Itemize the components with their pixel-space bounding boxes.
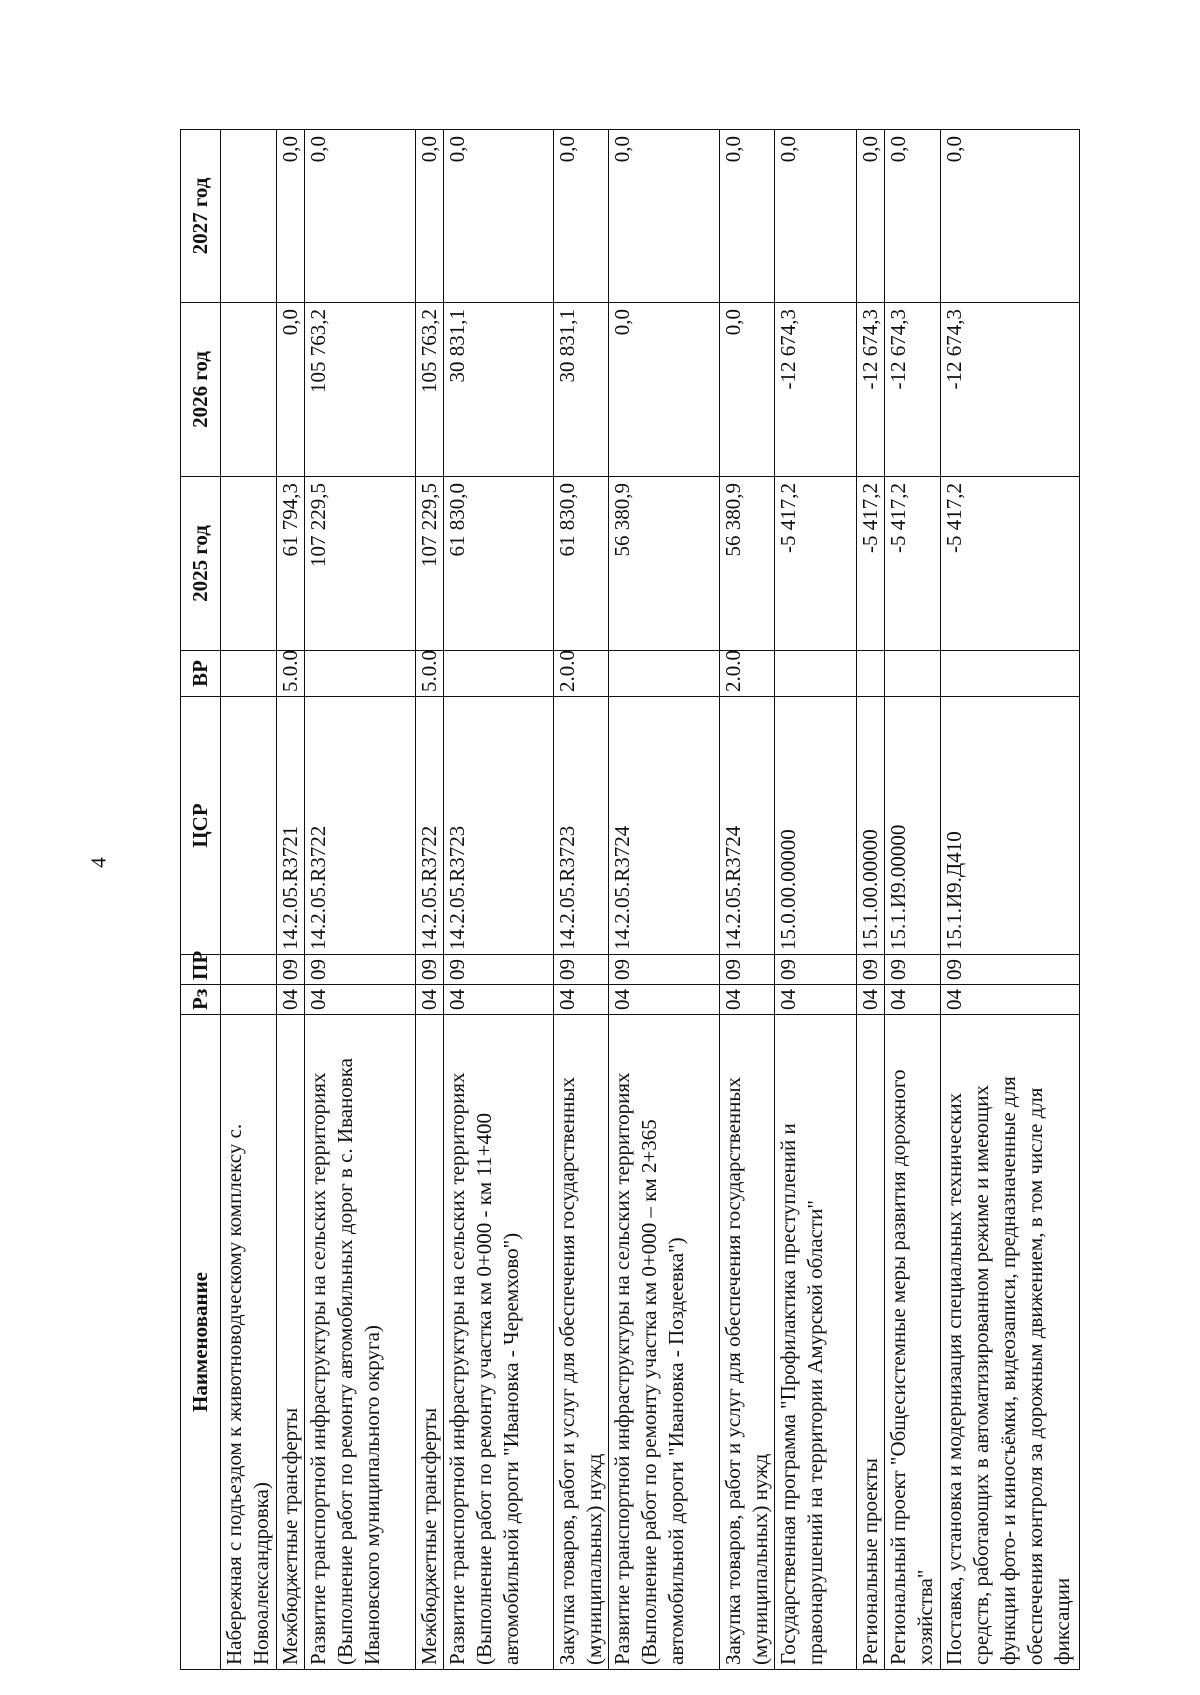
cell-2026: 105 763,2: [305, 303, 415, 477]
cell-pr: 09: [774, 955, 856, 985]
cell-csr: 14.2.05.R3723: [443, 697, 553, 955]
cell-csr: [221, 697, 277, 955]
cell-2026: 30 831,1: [443, 303, 553, 477]
cell-pr: 09: [719, 955, 774, 985]
cell-rz: [221, 985, 277, 1015]
cell-2025: 61 830,0: [443, 477, 553, 651]
cell-vr: 5.0.0: [415, 651, 443, 697]
col-header-2027: 2027 год: [181, 130, 221, 303]
cell-2026: 0,0: [277, 303, 305, 477]
cell-rz: 04: [415, 985, 443, 1015]
cell-2026: 0,0: [609, 303, 719, 477]
table-row: [277, 130, 305, 1670]
col-header-name: Наименование: [181, 1015, 221, 1670]
table-header-row: [181, 130, 221, 1670]
cell-rz: 04: [554, 985, 609, 1015]
page-number: 4: [86, 857, 111, 868]
table-row: [941, 130, 1080, 1670]
table-row: [443, 130, 553, 1670]
cell-rz: 04: [941, 985, 1080, 1015]
cell-csr: 14.2.05.R3722: [415, 697, 443, 955]
cell-name: Межбюджетные трансферты: [277, 1015, 305, 1670]
cell-rz: 04: [857, 985, 885, 1015]
cell-2025: [221, 477, 277, 651]
cell-pr: 09: [885, 955, 941, 985]
cell-csr: 14.2.05.R3721: [277, 697, 305, 955]
cell-name: Развитие транспортной инфраструктуры на сельских территориях (Выполнение работ по ремонту автомобильных дорог в с. Ивановка Ивановского муниципального округа): [305, 1015, 415, 1670]
cell-2025: 61 794,3: [277, 477, 305, 651]
cell-rz: 04: [885, 985, 941, 1015]
cell-name: Региональные проекты: [857, 1015, 885, 1670]
cell-csr: 15.1.00.00000: [857, 697, 885, 955]
cell-rz: 04: [719, 985, 774, 1015]
cell-vr: [774, 651, 856, 697]
col-header-csr: ЦСР: [181, 697, 221, 955]
cell-vr: 2.0.0: [719, 651, 774, 697]
cell-2027: 0,0: [415, 130, 443, 303]
table-row: [885, 130, 941, 1670]
cell-name: Развитие транспортной инфраструктуры на сельских территориях (Выполнение работ по ремонту участка км 0+000 - км 11+400 автомобильной дороги "Ивановка - Черемхово"): [443, 1015, 553, 1670]
cell-pr: 09: [277, 955, 305, 985]
cell-2027: [221, 130, 277, 303]
cell-2027: 0,0: [554, 130, 609, 303]
cell-2027: 0,0: [305, 130, 415, 303]
cell-name: Межбюджетные трансферты: [415, 1015, 443, 1670]
col-header-2026: 2026 год: [181, 303, 221, 477]
cell-2026: -12 674,3: [774, 303, 856, 477]
cell-vr: 2.0.0: [554, 651, 609, 697]
cell-2026: -12 674,3: [857, 303, 885, 477]
cell-2025: -5 417,2: [857, 477, 885, 651]
table-row: [554, 130, 609, 1670]
col-header-vr: ВР: [181, 651, 221, 697]
cell-pr: [221, 955, 277, 985]
cell-csr: 14.2.05.R3724: [609, 697, 719, 955]
cell-2027: 0,0: [609, 130, 719, 303]
cell-2025: -5 417,2: [774, 477, 856, 651]
cell-vr: 5.0.0: [277, 651, 305, 697]
table-row: [774, 130, 856, 1670]
cell-vr: [305, 651, 415, 697]
cell-name: Набережная с подъездом к животноводческому комплексу с. Новоалександровка): [221, 1015, 277, 1670]
cell-csr: 15.0.00.00000: [774, 697, 856, 955]
cell-2026: 105 763,2: [415, 303, 443, 477]
cell-2027: 0,0: [443, 130, 553, 303]
cell-2025: -5 417,2: [885, 477, 941, 651]
cell-name: Развитие транспортной инфраструктуры на сельских территориях (Выполнение работ по ремонту участка км 0+000 – км 2+365 автомобильной дороги "Ивановка - Поздеевка"): [609, 1015, 719, 1670]
cell-rz: 04: [443, 985, 553, 1015]
cell-pr: 09: [941, 955, 1080, 985]
cell-rz: 04: [305, 985, 415, 1015]
table-row: [857, 130, 885, 1670]
budget-table-frame: [180, 130, 1080, 1670]
cell-2026: 30 831,1: [554, 303, 609, 477]
table-row: [305, 130, 415, 1670]
cell-vr: [885, 651, 941, 697]
cell-2027: 0,0: [941, 130, 1080, 303]
cell-vr: [941, 651, 1080, 697]
cell-2027: 0,0: [719, 130, 774, 303]
cell-rz: 04: [774, 985, 856, 1015]
cell-vr: [443, 651, 553, 697]
cell-2025: -5 417,2: [941, 477, 1080, 651]
col-header-2025: 2025 год: [181, 477, 221, 651]
cell-csr: 15.1.И9.Д410: [941, 697, 1080, 955]
table-row: [221, 130, 277, 1670]
cell-csr: 14.2.05.R3722: [305, 697, 415, 955]
col-header-pr: ПР: [181, 955, 221, 985]
table-row: [719, 130, 774, 1670]
cell-2026: [221, 303, 277, 477]
cell-pr: 09: [415, 955, 443, 985]
cell-name: Закупка товаров, работ и услуг для обеспечения государственных (муниципальных) нужд: [719, 1015, 774, 1670]
cell-name: Региональный проект "Общесистемные меры развития дорожного хозяйства": [885, 1015, 941, 1670]
table-row: [415, 130, 443, 1670]
cell-2025: 56 380,9: [609, 477, 719, 651]
cell-2027: 0,0: [857, 130, 885, 303]
cell-pr: 09: [609, 955, 719, 985]
cell-csr: 14.2.05.R3724: [719, 697, 774, 955]
cell-vr: [857, 651, 885, 697]
cell-rz: 04: [609, 985, 719, 1015]
cell-vr: [609, 651, 719, 697]
table-row: [609, 130, 719, 1670]
cell-2027: 0,0: [885, 130, 941, 303]
cell-vr: [221, 651, 277, 697]
cell-2027: 0,0: [774, 130, 856, 303]
cell-2026: 0,0: [719, 303, 774, 477]
cell-2026: -12 674,3: [885, 303, 941, 477]
cell-rz: 04: [277, 985, 305, 1015]
cell-2027: 0,0: [277, 130, 305, 303]
cell-2025: 61 830,0: [554, 477, 609, 651]
cell-2026: -12 674,3: [941, 303, 1080, 477]
cell-name: Государственная программа "Профилактика преступлений и правонарушений на территории Амурской области": [774, 1015, 856, 1670]
cell-csr: 14.2.05.R3723: [554, 697, 609, 955]
cell-2025: 107 229,5: [305, 477, 415, 651]
cell-2025: 107 229,5: [415, 477, 443, 651]
cell-csr: 15.1.И9.00000: [885, 697, 941, 955]
budget-table: [180, 129, 1080, 1670]
cell-name: Поставка, установка и модернизация специальных технических средств, работающих в автоматизированном режиме и имеющих функции фото- и киносъёмки, видеозаписи, предназначенные для обеспечения контроля за дорожным движением, в том числе для фиксации: [941, 1015, 1080, 1670]
cell-pr: 09: [305, 955, 415, 985]
cell-name: Закупка товаров, работ и услуг для обеспечения государственных (муниципальных) нужд: [554, 1015, 609, 1670]
cell-pr: 09: [443, 955, 553, 985]
cell-pr: 09: [554, 955, 609, 985]
col-header-rz: Рз: [181, 985, 221, 1015]
cell-pr: 09: [857, 955, 885, 985]
cell-2025: 56 380,9: [719, 477, 774, 651]
